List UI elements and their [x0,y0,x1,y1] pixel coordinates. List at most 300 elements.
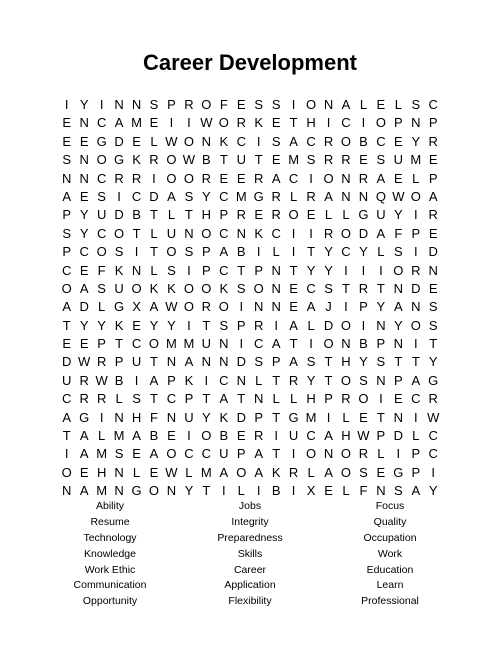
grid-letter[interactable]: R [323,133,334,149]
grid-letter[interactable]: R [79,391,89,407]
grid-letter[interactable]: Y [79,317,89,333]
grid-letter[interactable]: I [379,262,383,278]
grid-letter[interactable]: C [428,97,438,112]
grid-letter[interactable]: M [96,446,108,462]
grid-letter[interactable]: I [64,97,69,112]
grid-letter[interactable]: O [340,446,352,462]
grid-letter[interactable]: A [79,483,89,499]
grid-letter[interactable]: P [394,115,403,131]
grid-letter[interactable]: Y [306,262,316,278]
grid-letter[interactable]: I [204,372,209,388]
grid-letter[interactable]: G [358,207,369,223]
grid-letter[interactable]: P [236,446,246,462]
grid-letter[interactable]: T [150,244,158,260]
grid-letter[interactable]: W [200,115,213,131]
grid-letter[interactable]: U [96,207,107,223]
grid-letter[interactable]: P [219,207,229,223]
grid-letter[interactable]: N [358,188,369,204]
grid-letter[interactable]: R [131,170,142,186]
grid-letter[interactable]: Y [79,207,89,223]
grid-letter[interactable]: D [236,409,246,425]
grid-letter[interactable]: A [184,354,194,370]
grid-letter[interactable]: N [376,317,386,333]
grid-letter[interactable]: T [411,354,420,370]
grid-letter[interactable]: S [394,244,403,260]
grid-letter[interactable]: N [131,262,142,278]
grid-letter[interactable]: F [97,262,106,278]
grid-letter[interactable]: A [376,170,386,186]
grid-letter[interactable]: I [256,244,261,260]
grid-letter[interactable]: O [375,115,386,131]
grid-letter[interactable]: A [149,446,159,462]
grid-letter[interactable]: E [324,483,333,499]
grid-letter[interactable]: I [64,446,69,462]
grid-letter[interactable]: S [114,446,124,462]
grid-letter[interactable]: N [62,483,72,499]
grid-letter[interactable]: I [326,115,331,131]
grid-letter[interactable]: R [323,225,334,241]
grid-letter[interactable]: I [291,446,296,462]
grid-letter[interactable]: Y [411,133,421,149]
grid-letter[interactable]: O [340,225,352,241]
grid-letter[interactable]: K [219,409,229,425]
grid-letter[interactable]: N [341,188,351,204]
grid-letter[interactable]: X [306,483,316,499]
grid-letter[interactable]: A [79,428,89,444]
grid-letter[interactable]: P [428,115,438,131]
grid-letter[interactable]: U [219,446,229,462]
grid-letter[interactable]: L [342,207,350,223]
grid-letter[interactable]: A [62,409,72,425]
grid-letter[interactable]: C [341,115,351,131]
grid-letter[interactable]: S [306,354,316,370]
grid-letter[interactable]: N [254,391,264,407]
grid-letter[interactable]: A [341,97,351,112]
grid-letter[interactable]: P [359,299,368,315]
grid-letter[interactable]: P [184,391,194,407]
grid-letter[interactable]: N [131,97,142,112]
grid-letter[interactable]: J [325,299,332,315]
grid-letter[interactable]: S [376,354,386,370]
grid-letter[interactable]: I [326,409,331,425]
grid-letter[interactable]: I [256,483,261,499]
grid-letter[interactable]: C [219,188,229,204]
grid-letter[interactable]: M [305,409,317,425]
grid-letter[interactable]: I [413,336,418,352]
grid-letter[interactable]: S [376,152,386,168]
grid-letter[interactable]: S [132,391,141,407]
grid-letter[interactable]: B [132,207,141,223]
grid-letter[interactable]: Y [428,354,438,370]
grid-letter[interactable]: L [115,391,123,407]
grid-letter[interactable]: I [256,133,261,149]
grid-letter[interactable]: S [428,317,438,333]
grid-letter[interactable]: C [96,170,107,186]
grid-letter[interactable]: O [61,280,72,296]
grid-letter[interactable]: M [166,336,177,352]
grid-letter[interactable]: T [342,280,350,296]
grid-letter[interactable]: O [340,372,352,388]
grid-letter[interactable]: T [237,262,246,278]
grid-letter[interactable]: O [410,188,421,204]
grid-letter[interactable]: Y [394,317,403,333]
grid-letter[interactable]: O [166,170,177,186]
grid-letter[interactable]: L [290,188,298,204]
grid-letter[interactable]: T [272,446,281,462]
grid-letter[interactable]: R [184,97,194,112]
grid-letter[interactable]: C [428,428,438,444]
grid-letter[interactable]: N [79,115,89,131]
grid-letter[interactable]: U [288,428,299,444]
grid-letter[interactable]: K [149,280,159,296]
grid-letter[interactable]: A [324,428,333,444]
grid-letter[interactable]: E [219,170,229,186]
grid-letter[interactable]: U [393,152,404,168]
grid-letter[interactable]: E [62,133,72,149]
grid-letter[interactable]: O [340,464,352,480]
grid-letter[interactable]: T [429,336,438,352]
grid-letter[interactable]: C [254,336,264,352]
grid-letter[interactable]: R [358,170,369,186]
grid-letter[interactable]: R [79,372,89,388]
grid-letter[interactable]: A [289,317,298,333]
grid-letter[interactable]: E [394,133,403,149]
grid-letter[interactable]: M [131,115,142,131]
grid-letter[interactable]: C [376,133,386,149]
grid-letter[interactable]: K [167,280,176,296]
grid-letter[interactable]: S [254,97,264,112]
grid-letter[interactable]: B [149,428,159,444]
grid-letter[interactable]: L [98,428,106,444]
grid-letter[interactable]: B [359,133,368,149]
grid-letter[interactable]: G [428,372,439,388]
grid-letter[interactable]: R [358,446,369,462]
grid-letter[interactable]: I [413,409,418,425]
grid-letter[interactable]: K [219,133,229,149]
grid-letter[interactable]: N [393,280,404,296]
grid-letter[interactable]: T [324,354,333,370]
grid-letter[interactable]: E [79,262,89,278]
grid-letter[interactable]: T [289,262,298,278]
grid-letter[interactable]: N [271,280,281,296]
grid-letter[interactable]: A [254,446,264,462]
grid-letter[interactable]: N [79,152,89,168]
grid-letter[interactable]: S [236,280,246,296]
grid-letter[interactable]: W [182,152,196,168]
grid-letter[interactable]: H [306,391,316,407]
grid-letter[interactable]: R [288,464,299,480]
grid-letter[interactable]: O [201,225,212,241]
grid-letter[interactable]: E [79,133,89,149]
grid-letter[interactable]: A [289,133,298,149]
grid-letter[interactable]: I [344,262,348,278]
grid-letter[interactable]: D [411,280,421,296]
grid-letter[interactable]: N [166,483,177,499]
grid-letter[interactable]: A [219,391,229,407]
grid-letter[interactable]: S [271,97,281,112]
grid-letter[interactable]: O [340,317,352,333]
grid-letter[interactable]: A [289,354,298,370]
grid-letter[interactable]: L [307,317,315,333]
grid-letter[interactable]: O [358,391,369,407]
grid-letter[interactable]: N [428,262,438,278]
grid-letter[interactable]: B [271,483,281,499]
grid-letter[interactable]: A [306,299,316,315]
grid-letter[interactable]: A [394,299,403,315]
grid-letter[interactable]: N [166,354,177,370]
grid-letter[interactable]: I [274,428,278,444]
grid-letter[interactable]: I [239,336,244,352]
grid-letter[interactable]: A [219,464,229,480]
grid-letter[interactable]: E [271,115,281,131]
grid-letter[interactable]: P [202,244,211,260]
grid-letter[interactable]: H [96,464,107,480]
grid-letter[interactable]: S [271,133,281,149]
grid-letter[interactable]: B [202,152,211,168]
grid-letter[interactable]: W [392,188,405,204]
grid-letter[interactable]: R [201,170,212,186]
grid-letter[interactable]: I [99,97,104,112]
grid-letter[interactable]: A [324,188,333,204]
grid-letter[interactable]: O [410,317,421,333]
grid-letter[interactable]: N [201,354,212,370]
grid-letter[interactable]: E [306,207,316,223]
grid-letter[interactable]: P [167,372,176,388]
grid-letter[interactable]: G [79,409,90,425]
grid-letter[interactable]: N [236,372,246,388]
grid-letter[interactable]: G [114,299,125,315]
grid-letter[interactable]: C [62,262,72,278]
grid-letter[interactable]: C [306,280,316,296]
grid-letter[interactable]: Y [149,317,159,333]
grid-letter[interactable]: C [62,391,72,407]
grid-letter[interactable]: Y [324,244,333,260]
grid-letter[interactable]: O [201,428,212,444]
grid-letter[interactable]: N [376,483,386,499]
grid-letter[interactable]: T [254,152,263,168]
grid-letter[interactable]: M [410,152,422,168]
grid-letter[interactable]: O [131,280,142,296]
grid-letter[interactable]: C [96,225,107,241]
grid-letter[interactable]: C [306,133,316,149]
grid-letter[interactable]: U [114,280,124,296]
grid-letter[interactable]: N [411,299,421,315]
grid-letter[interactable]: O [253,280,264,296]
grid-letter[interactable]: E [132,317,141,333]
grid-letter[interactable]: I [99,409,104,425]
grid-letter[interactable]: C [184,446,194,462]
grid-letter[interactable]: L [394,97,402,112]
grid-letter[interactable]: L [237,483,245,499]
grid-letter[interactable]: T [115,336,124,352]
grid-letter[interactable]: N [201,133,212,149]
grid-letter[interactable]: C [219,372,229,388]
grid-letter[interactable]: S [306,152,316,168]
grid-letter[interactable]: H [341,354,351,370]
grid-letter[interactable]: P [62,207,72,223]
grid-letter[interactable]: N [271,299,281,315]
grid-letter[interactable]: L [290,391,298,407]
grid-letter[interactable]: S [359,464,368,480]
grid-letter[interactable]: O [183,299,194,315]
grid-letter[interactable]: O [96,152,107,168]
grid-letter[interactable]: Y [394,207,403,223]
grid-letter[interactable]: D [358,225,369,241]
grid-letter[interactable]: A [324,464,333,480]
grid-letter[interactable]: A [149,299,159,315]
grid-letter[interactable]: C [79,244,89,260]
grid-letter[interactable]: I [291,244,296,260]
grid-letter[interactable]: S [184,244,194,260]
grid-letter[interactable]: N [376,372,386,388]
grid-letter[interactable]: B [236,244,246,260]
grid-letter[interactable]: U [62,372,72,388]
grid-letter[interactable]: G [393,464,404,480]
grid-letter[interactable]: I [291,97,296,112]
grid-letter[interactable]: N [411,115,421,131]
grid-letter[interactable]: T [307,244,316,260]
grid-letter[interactable]: C [341,244,351,260]
grid-letter[interactable]: D [62,354,72,370]
grid-letter[interactable]: P [167,97,176,112]
grid-letter[interactable]: K [132,152,141,168]
grid-letter[interactable]: O [96,244,107,260]
grid-letter[interactable]: C [411,391,421,407]
grid-letter[interactable]: N [114,464,124,480]
grid-letter[interactable]: E [289,299,298,315]
grid-letter[interactable]: S [254,354,264,370]
grid-letter[interactable]: I [187,317,191,333]
grid-letter[interactable]: O [323,336,334,352]
grid-letter[interactable]: Y [97,317,106,333]
grid-letter[interactable]: W [165,299,178,315]
grid-letter[interactable]: T [272,409,281,425]
grid-letter[interactable]: D [114,133,124,149]
grid-letter[interactable]: I [187,428,191,444]
grid-letter[interactable]: L [150,225,158,241]
grid-letter[interactable]: K [219,280,229,296]
grid-letter[interactable]: O [218,299,229,315]
grid-letter[interactable]: F [394,225,403,241]
grid-letter[interactable]: E [236,170,246,186]
grid-letter[interactable]: N [341,170,351,186]
grid-letter[interactable]: O [166,244,177,260]
grid-letter[interactable]: C [201,446,212,462]
grid-letter[interactable]: E [428,280,438,296]
grid-letter[interactable]: P [236,317,246,333]
grid-letter[interactable]: E [132,133,141,149]
grid-letter[interactable]: F [219,97,228,112]
grid-letter[interactable]: Y [202,188,211,204]
grid-letter[interactable]: G [131,483,142,499]
grid-letter[interactable]: O [183,280,194,296]
grid-letter[interactable]: T [150,391,158,407]
grid-letter[interactable]: A [271,336,281,352]
grid-letter[interactable]: C [306,428,316,444]
grid-letter[interactable]: K [114,262,124,278]
grid-letter[interactable]: I [274,317,278,333]
grid-letter[interactable]: U [201,336,212,352]
grid-letter[interactable]: N [219,354,229,370]
grid-letter[interactable]: R [201,299,212,315]
grid-letter[interactable]: R [288,372,299,388]
grid-letter[interactable]: K [254,225,264,241]
grid-letter[interactable]: O [288,207,299,223]
grid-letter[interactable]: B [219,428,229,444]
grid-letter[interactable]: I [187,115,191,131]
grid-letter[interactable]: N [341,336,351,352]
grid-letter[interactable]: N [114,483,124,499]
grid-letter[interactable]: O [183,133,194,149]
grid-letter[interactable]: P [271,354,281,370]
grid-letter[interactable]: O [236,464,247,480]
grid-letter[interactable]: U [236,152,246,168]
grid-letter[interactable]: S [184,188,194,204]
grid-letter[interactable]: C [219,262,229,278]
grid-letter[interactable]: R [149,152,159,168]
grid-letter[interactable]: T [132,225,141,241]
grid-letter[interactable]: N [393,409,404,425]
grid-letter[interactable]: R [236,207,246,223]
grid-letter[interactable]: R [96,354,107,370]
grid-letter[interactable]: P [97,336,106,352]
grid-letter[interactable]: T [202,391,211,407]
grid-letter[interactable]: A [219,244,229,260]
grid-letter[interactable]: I [169,115,174,131]
grid-letter[interactable]: P [376,336,386,352]
grid-letter[interactable]: N [271,262,281,278]
grid-letter[interactable]: L [255,372,263,388]
grid-letter[interactable]: Y [202,409,211,425]
grid-letter[interactable]: S [62,152,72,168]
grid-letter[interactable]: Y [184,483,194,499]
grid-letter[interactable]: Y [324,262,333,278]
grid-letter[interactable]: L [377,446,385,462]
grid-letter[interactable]: N [323,446,334,462]
grid-letter[interactable]: G [288,409,299,425]
grid-letter[interactable]: R [428,391,438,407]
grid-letter[interactable]: D [393,428,404,444]
grid-letter[interactable]: E [167,428,176,444]
grid-letter[interactable]: C [131,188,142,204]
grid-letter[interactable]: L [324,207,333,223]
grid-letter[interactable]: I [221,483,226,499]
grid-letter[interactable]: E [79,336,89,352]
grid-letter[interactable]: I [134,244,139,260]
grid-letter[interactable]: P [394,372,403,388]
grid-letter[interactable]: E [149,464,159,480]
grid-letter[interactable]: M [235,188,247,204]
grid-letter[interactable]: L [342,483,350,499]
grid-letter[interactable]: L [272,391,280,407]
grid-letter[interactable]: F [150,409,158,425]
grid-letter[interactable]: M [113,428,125,444]
grid-letter[interactable]: A [376,225,386,241]
grid-letter[interactable]: D [323,317,334,333]
grid-letter[interactable]: I [309,170,313,186]
grid-letter[interactable]: K [271,464,281,480]
grid-letter[interactable]: D [149,188,159,204]
grid-letter[interactable]: U [376,207,386,223]
grid-letter[interactable]: G [114,152,125,168]
grid-letter[interactable]: O [393,262,404,278]
grid-letter[interactable]: C [236,133,246,149]
grid-letter[interactable]: S [359,372,368,388]
grid-letter[interactable]: S [411,97,421,112]
grid-letter[interactable]: K [254,115,264,131]
grid-letter[interactable]: F [359,483,368,499]
grid-letter[interactable]: A [62,299,72,315]
